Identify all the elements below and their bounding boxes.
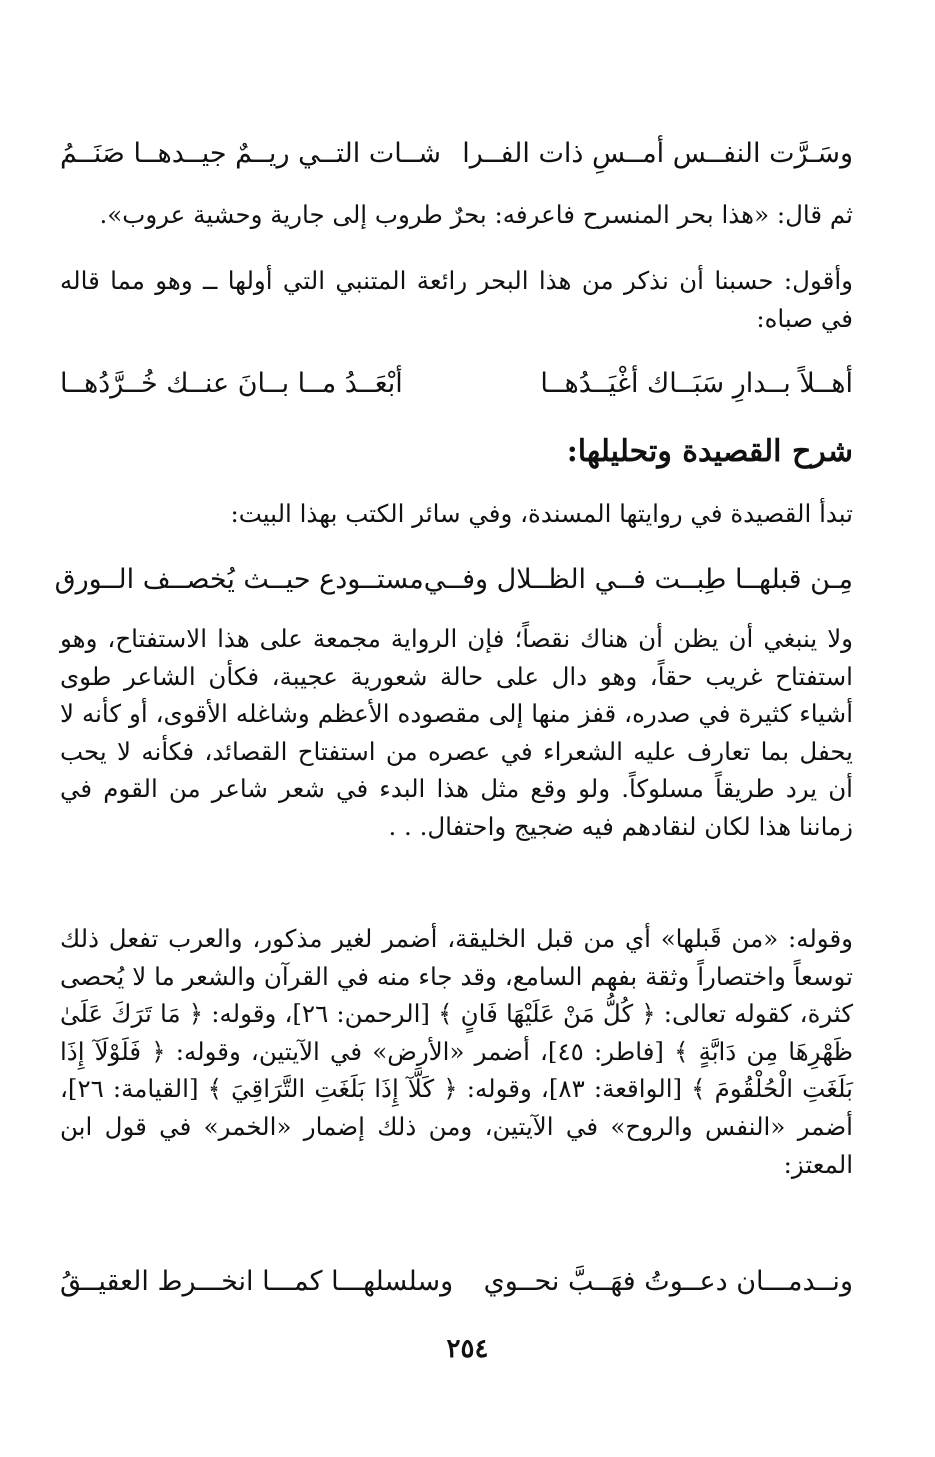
verse-2-second-hemistich: أبْعَــدُ مــا بــانَ عنــك خُــرَّدُهــا — [60, 368, 403, 399]
verse-3 — [54, 560, 853, 600]
verse-2 — [60, 364, 853, 404]
verse-3-first-hemistich: مِـن قبلهــا طِبــت فــي الظــلال وفــي — [423, 564, 853, 595]
section-heading: شرح القصيدة وتحليلها: — [566, 434, 853, 469]
verse-4 — [60, 1262, 853, 1302]
paragraph-1 — [60, 196, 853, 234]
paragraph-5-text: وقوله: «من قَبلها» أي من قبل الخليقة، أضمر لغير مذكور، والعرب تفعل ذلك توسعاً واختصاراً وثقة بفهم السامع، وقد جاء منه في القرآن والشعر ما لا يُحصى كثرة، كقوله تعالى: ﴿ كُلُّ مَنْ عَلَيْهَا فَانٍ ﴾ [الرحمن: ٢٦]، وقوله: ﴿ مَا تَرَكَ عَلَىٰ ظَهْرِهَا مِن دَابَّةٍ ﴾ [فاطر: ٤٥]، أضمر «الأرض» في الآيتين، وقوله: ﴿ فَلَوْلَآ إِذَا بَلَغَتِ الْحُلْقُومَ ﴾ [الواقعة: ٨٣]، وقوله: ﴿ كَلَّآ إِذَا بَلَغَتِ التَّرَاقِيَ ﴾ [القيامة: ٢٦]، أضمر «النفس والروح» في الآيتين، ومن ذلك إضمار «الخمر» في قول ابن المعتز: — [60, 924, 853, 1179]
verse-1 — [60, 134, 853, 174]
verse-3-second-hemistich: مستــودع حيــث يُخصــف الــورق — [54, 564, 424, 595]
paragraph-2-text: وأقول: حسبنا أن نذكر من هذا البحر رائعة المتنبي التي أولها ــ وهو مما قاله في صباه: — [60, 266, 853, 333]
paragraph-4 — [60, 620, 853, 846]
verse-4-first-hemistich: ونــدمـــان دعــوتُ فهَــبَّ نحــوي — [483, 1266, 853, 1297]
paragraph-3 — [60, 495, 853, 533]
paragraph-3-text: تبدأ القصيدة في روايتها المسندة، وفي سائر الكتب بهذا البيت: — [230, 499, 853, 528]
verse-1-second-hemistich: شــات التــي ريــمٌ جيــدهــا صَنَــمُ — [60, 138, 441, 169]
verse-2-first-hemistich: أهــلاً بــدارِ سَبَــاك أغْيَــدُهــا — [540, 368, 853, 399]
verse-1-first-hemistich: وسَـرَّت النفــس أمــسِ ذات الفــرا — [462, 138, 853, 169]
paragraph-1-text: ثم قال: «هذا بحر المنسرح فاعرفه: بحرٌ طروب إلى جارية وحشية عروب». — [99, 200, 853, 229]
verse-4-second-hemistich: وسلسلهـــا كمـــا انخـــرط العقيــقُ — [60, 1266, 454, 1297]
paragraph-2 — [60, 262, 853, 337]
paragraph-5 — [60, 920, 853, 1183]
page-number: ٢٥٤ — [446, 1334, 489, 1364]
paragraph-4-text: ولا ينبغي أن يظن أن هناك نقصاً؛ فإن الرواية مجمعة على هذا الاستفتاح، وهو استفتاح غريب حقاً، وهو دال على حالة شعورية عجيبة، فكأن الشاعر طوى أشياء كثيرة في صدره، قفز منها إلى مقصوده الأعظم وشاغله الأقوى، أو كأنه لا يحفل بما تعارف عليه الشعراء في عصره من استفتاح القصائد، فكأنه لا يحب أن يرد طريقاً مسلوكاً. ولو وقع مثل هذا البدء في شعر شاعر من القوم في زماننا هذا لكان لنقادهم فيه ضجيج واحتفال. . . — [60, 624, 853, 841]
